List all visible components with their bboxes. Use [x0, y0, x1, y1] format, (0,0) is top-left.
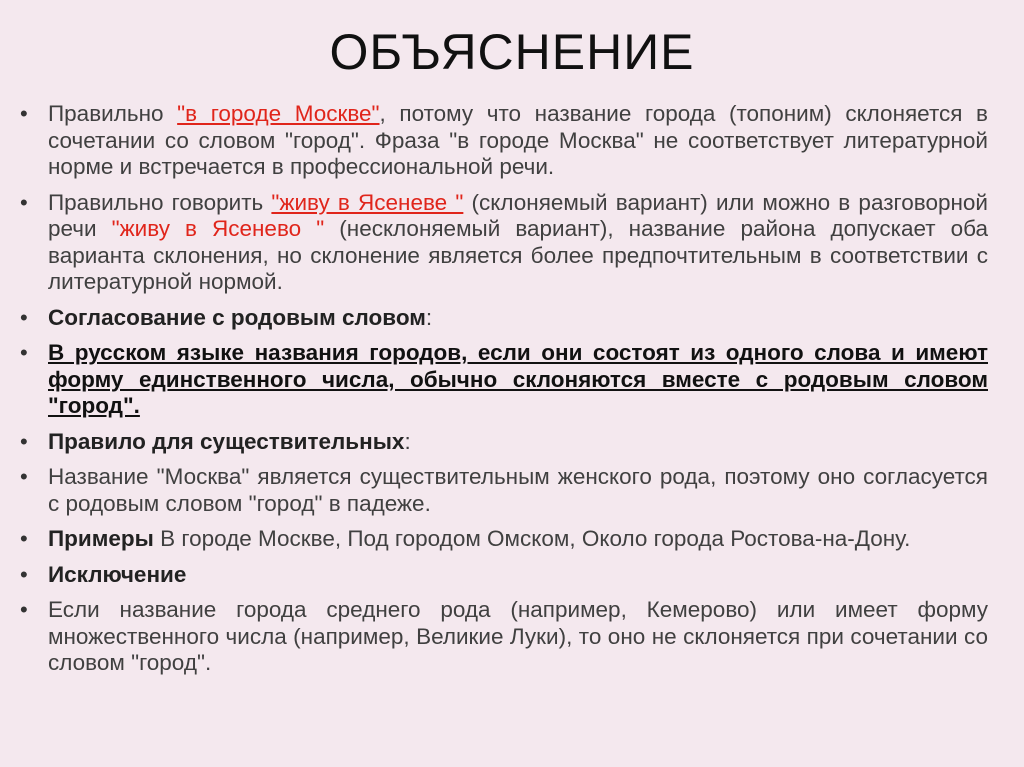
- list-item: • Название "Москва" является существительным женского рода, поэтому оно согласуется с родовым словом "город" в падеже.: [20, 464, 988, 516]
- list-item: • Правильно "в городе Москве", потому что название города (топоним) склоняется в сочетании со словом "город". Фраза "в городе Москва" не соответствует литературной норме и встречается в профессиональной речи.: [20, 101, 988, 179]
- bullet-icon: •: [20, 340, 28, 365]
- highlight-yasenevo: "живу в Ясенево ": [111, 216, 325, 241]
- list-item: • Примеры В городе Москве, Под городом Омском, Около города Ростова-на-Дону.: [20, 526, 911, 551]
- bullet-icon: •: [20, 526, 28, 551]
- bullet-icon: •: [20, 428, 28, 454]
- highlight-moskve: "в городе Москве": [177, 101, 380, 126]
- bullet-icon: •: [20, 189, 28, 215]
- list-item: [20, 562, 988, 589]
- list-item: • Правильно говорить "живу в Ясеневе " (склоняемый вариант) или можно в разговорной речи "живу в Ясенево " (несклоняемый вариант), название района допускает оба варианта склонения, но склонение является более предпочтительным в соответствии с литературной нормой.: [20, 189, 988, 294]
- bullet-icon: •: [20, 101, 28, 126]
- list-item: • Правило для существительных:: [20, 428, 411, 454]
- list-item: [20, 340, 988, 420]
- list-item: • Согласование с родовым словом:: [20, 304, 433, 330]
- rule-statement: В русском языке названия городов, если они состоят из одного слова и имеют форму единственного числа, обычно склоняются вместе с родовым словом "город".: [48, 340, 988, 418]
- bullet-list: [20, 101, 988, 686]
- bullet-icon: •: [20, 561, 28, 587]
- bullet-icon: •: [20, 304, 28, 330]
- highlight-yaseneve: "живу в Ясеневе ": [271, 189, 464, 215]
- heading-soglasovanie: Согласование с родовым словом: [48, 304, 426, 330]
- heading-pravilo: Правило для существительных: [48, 428, 405, 454]
- slide-title: ОБЪЯСНЕНИЕ: [329, 24, 695, 80]
- heading-primery: Примеры: [48, 526, 154, 551]
- heading-isklyuchenie: Исключение: [48, 561, 187, 587]
- bullet-icon: •: [20, 597, 28, 622]
- list-item: • Если название города среднего рода (например, Кемерово) или имеет форму множественного числа (например, Великие Луки), то оно не склоняется при сочетании со словом "город".: [20, 597, 988, 675]
- bullet-icon: •: [20, 464, 28, 489]
